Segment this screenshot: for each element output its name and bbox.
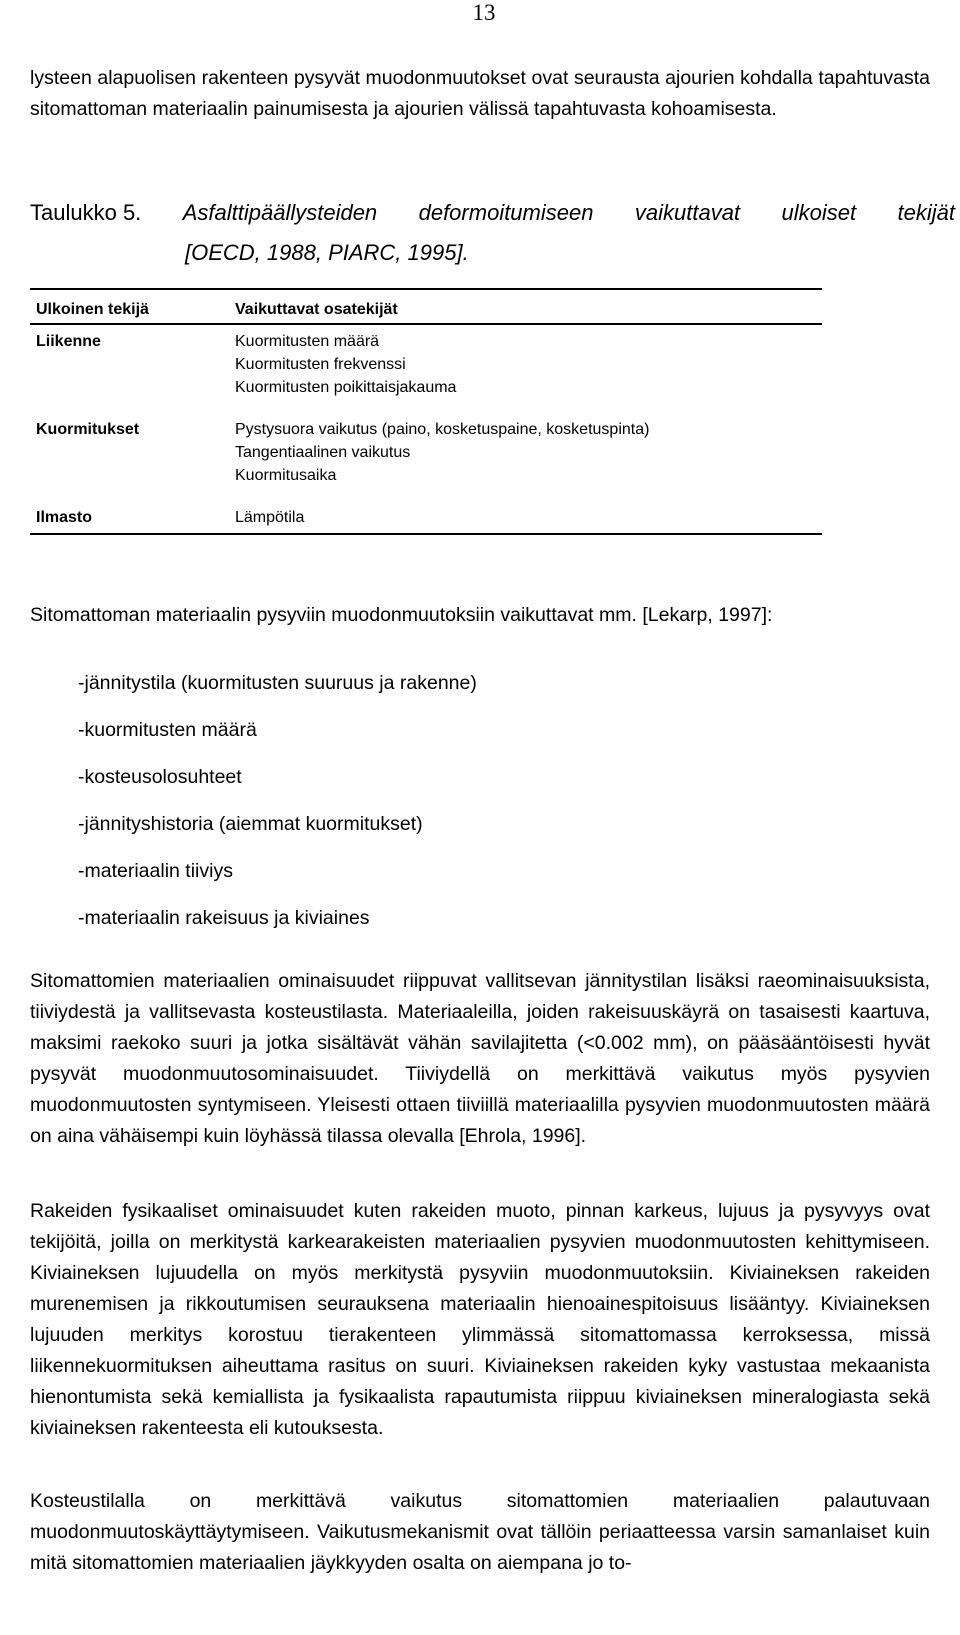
- table-top-rule: [30, 288, 822, 290]
- caption-word: deformoitumiseen: [418, 200, 594, 225]
- table-row-item: Tangentiaalinen vaikutus: [235, 444, 411, 461]
- table-bottom-rule: [30, 533, 822, 535]
- table-caption: [30, 193, 955, 273]
- table-row-item: Pystysuora vaikutus (paino, kosketuspaine, kosketuspinta): [235, 421, 650, 438]
- body-paragraph: Sitomattomien materiaalien ominaisuudet riippuvat vallitsevan jännitystilan lisäksi raeominaisuuksista, tiiviydestä ja vallitsevasta kosteustilasta. Materiaaleilla, joiden rakeisuuskäyrä on tasaisesti kaartuva, maksimi raekoko suuri ja jotka sisältävät vähän savilajitetta (<0.002 mm), on pääsääntöisesti hyvät pysyvät muodonmuutosominaisuudet. Tiiviydellä on merkittävä vaikutus myös pysyvien muodonmuutosten syntymiseen. Yleisesti ottaen tiiviillä materiaalilla pysyvien muodonmuutosten määrä on aina vähäisempi kuin löyhässä tilassa olevalla [Ehrola, 1996].: [30, 970, 930, 1147]
- table-header-rule: [30, 323, 822, 325]
- caption-word: tekijät: [897, 200, 955, 225]
- body-paragraph: Kosteustilalla on merkittävä vaikutus sitomattomien materiaalien palautuvaan muodonmuutoskäyttäytymiseen. Vaikutusmekanismit ovat tällöin periaatteessa varsin samanlaiset kuin mitä sitomattomien materiaalien jäykkyyden osalta on aiempana jo to-: [30, 1490, 930, 1574]
- body-paragraph: Rakeiden fysikaaliset ominaisuudet kuten rakeiden muoto, pinnan karkeus, lujuus ja pysyvyys ovat tekijöitä, joilla on merkitystä karkearakeisten materiaalien pysyvien muodonmuutosten kehittymiseen. Kiviaineksen lujuudella on myös merkitystä pysyviin muodonmuutoksiin. Kiviaineksen rakeiden murenemisen ja rikkoutumisen seurauksena materiaalin hienoainespitoisuus lisääntyy. Kiviaineksen lujuuden merkitys korostuu tierakenteen ylimmässä sitomattomassa kerroksessa, missä liikennekuormituksen aiheuttama rasitus on suuri. Kiviaineksen rakeiden kyky vastustaa mekaanista hienontumista sekä kemiallista ja fysikaalista rapautumista riippuu kiviaineksen mineralogiasta sekä kiviaineksen rakenteesta eli kutouksesta.: [30, 1200, 930, 1439]
- table-caption-label: Taulukko 5.: [30, 200, 142, 225]
- caption-word: vaikuttavat: [634, 200, 741, 225]
- table-row-factor: Kuormitukset: [36, 421, 140, 438]
- table-row-item: Kuormitusten frekvenssi: [235, 356, 406, 373]
- list-item: -materiaalin rakeisuus ja kiviaines: [78, 907, 370, 929]
- intro-paragraph: lysteen alapuolisen rakenteen pysyvät muodonmuutokset ovat seurausta ajourien kohdalla tapahtuvasta sitomattoman materiaalin painumisesta ja ajourien välissä tapahtuvasta kohoamisesta.: [30, 67, 930, 120]
- table-header-factor: Ulkoinen tekijä: [36, 301, 149, 318]
- table-row-item: Kuormitusten poikittaisjakauma: [235, 379, 457, 396]
- list-item: -jännitystila (kuormitusten suuruus ja rakenne): [78, 672, 477, 694]
- table-row-item: Kuormitusten määrä: [235, 333, 380, 350]
- list-intro: Sitomattoman materiaalin pysyviin muodonmuutoksiin vaikuttavat mm. [Lekarp, 1997]:: [30, 604, 773, 626]
- list-item: -kosteusolosuhteet: [78, 766, 242, 788]
- table-header-subfactors: Vaikuttavat osatekijät: [235, 301, 398, 318]
- table-row-factor: Ilmasto: [36, 509, 93, 526]
- table-caption-source: [OECD, 1988, PIARC, 1995].: [185, 240, 469, 265]
- caption-word: Asfalttipäällysteiden: [182, 200, 378, 225]
- list-item: -kuormitusten määrä: [78, 719, 257, 741]
- caption-word: ulkoiset: [781, 200, 857, 225]
- list-item: -materiaalin tiiviys: [78, 860, 233, 882]
- table-row-factor: Liikenne: [36, 333, 101, 350]
- table-row-item: Kuormitusaika: [235, 467, 337, 484]
- table-row-item: Lämpötila: [235, 509, 305, 526]
- list-item: -jännityshistoria (aiemmat kuormitukset): [78, 813, 423, 835]
- page-number: 13: [472, 0, 496, 25]
